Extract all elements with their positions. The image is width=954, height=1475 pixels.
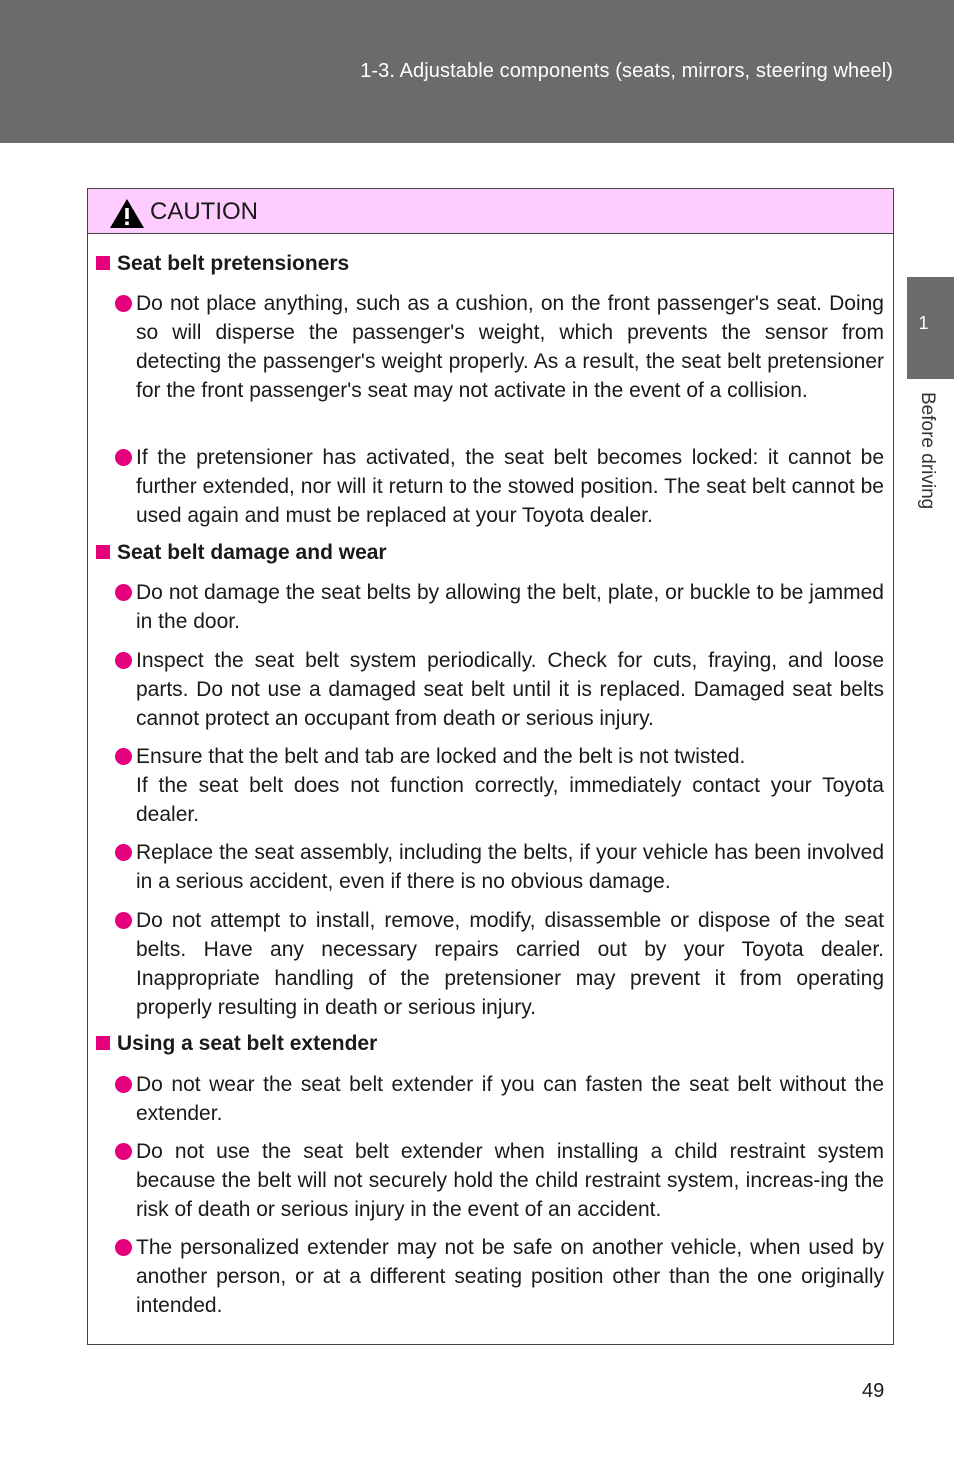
section-title-extender	[96, 1032, 377, 1056]
list-item-text: If the seat belt does not function correctly, immediately contact your Toyota dealer.	[136, 774, 884, 826]
chapter-label: Before driving	[917, 392, 938, 510]
circle-bullet-icon	[115, 652, 132, 669]
section-title-damage-wear	[96, 541, 387, 565]
section-title-text: Seat belt damage and wear	[117, 541, 387, 564]
list-item	[136, 906, 884, 1022]
circle-bullet-icon	[115, 449, 132, 466]
warning-triangle-icon	[109, 198, 145, 229]
list-item-text: Ensure that the belt and tab are locked and the belt is not twisted.	[136, 745, 746, 768]
list-item-text: If the pretensioner has activated, the seat belt becomes locked: it cannot be further extended, nor will it return to the stowed position. The seat belt cannot be used again and must be replaced at your Toyota dealer.	[136, 446, 884, 527]
circle-bullet-icon	[115, 295, 132, 312]
list-item	[136, 1070, 884, 1128]
caution-title: CAUTION	[150, 198, 258, 225]
square-bullet-icon	[96, 1036, 110, 1050]
header-band	[0, 0, 954, 143]
list-item-text: Replace the seat assembly, including the belts, if your vehicle has been involved in a serious accident, even if there is no obvious damage.	[136, 841, 884, 893]
chapter-tab	[907, 277, 954, 379]
list-item	[136, 578, 884, 636]
chapter-number: 1	[918, 313, 929, 333]
section-title-text: Seat belt pretensioners	[117, 252, 350, 275]
list-item-text: The personalized extender may not be safe on another vehicle, when used by another person, or at a different seating position other than the one originally intended.	[136, 1236, 884, 1317]
list-item-text: Do not wear the seat belt extender if you can fasten the seat belt without the extender.	[136, 1073, 884, 1125]
circle-bullet-icon	[115, 1143, 132, 1160]
list-item	[136, 1233, 884, 1320]
circle-bullet-icon	[115, 1076, 132, 1093]
square-bullet-icon	[96, 545, 110, 559]
caution-header	[88, 189, 893, 234]
list-item-text: Inspect the seat belt system periodically. Check for cuts, fraying, and loose parts. Do not use a damaged seat belt until it is replaced. Damaged seat belts cannot protect an occupant from death or serious injury.	[136, 649, 884, 730]
section-heading: 1-3. Adjustable components (seats, mirrors, steering wheel)	[360, 60, 893, 82]
list-item-text: Do not use the seat belt extender when installing a child restraint system because the belt will not securely hold the child restraint system, increas-ing the risk of death or serious injury in the event of an accident.	[136, 1140, 884, 1221]
list-item	[136, 289, 884, 405]
list-item-text: Do not damage the seat belts by allowing the belt, plate, or buckle to be jammed in the door.	[136, 581, 884, 633]
section-title-pretensioners	[96, 252, 349, 276]
circle-bullet-icon	[115, 912, 132, 929]
list-item	[136, 646, 884, 733]
circle-bullet-icon	[115, 844, 132, 861]
caution-box	[87, 188, 894, 1345]
list-item-text: Do not place anything, such as a cushion, on the front passenger's seat. Doing so will disperse the passenger's weight, which prevents the sensor from detecting the passenger's weight properly. As a result, the seat belt pretensioner for the front passenger's seat may not activate in the event of a collision.	[136, 292, 884, 402]
list-item	[136, 838, 884, 896]
circle-bullet-icon	[115, 748, 132, 765]
square-bullet-icon	[96, 256, 110, 270]
circle-bullet-icon	[115, 1239, 132, 1256]
list-item-text: Do not attempt to install, remove, modify, disassemble or dispose of the seat belts. Have any necessary repairs carried out by your Toyota dealer. Inappropriate handling of the pretensioner may prevent it from operating properly resulting in death or serious injury.	[136, 909, 884, 1019]
list-item	[136, 1137, 884, 1224]
list-item	[136, 443, 884, 530]
list-item	[136, 742, 884, 829]
section-title-text: Using a seat belt extender	[117, 1032, 378, 1055]
page-number: 49	[862, 1380, 885, 1402]
circle-bullet-icon	[115, 584, 132, 601]
